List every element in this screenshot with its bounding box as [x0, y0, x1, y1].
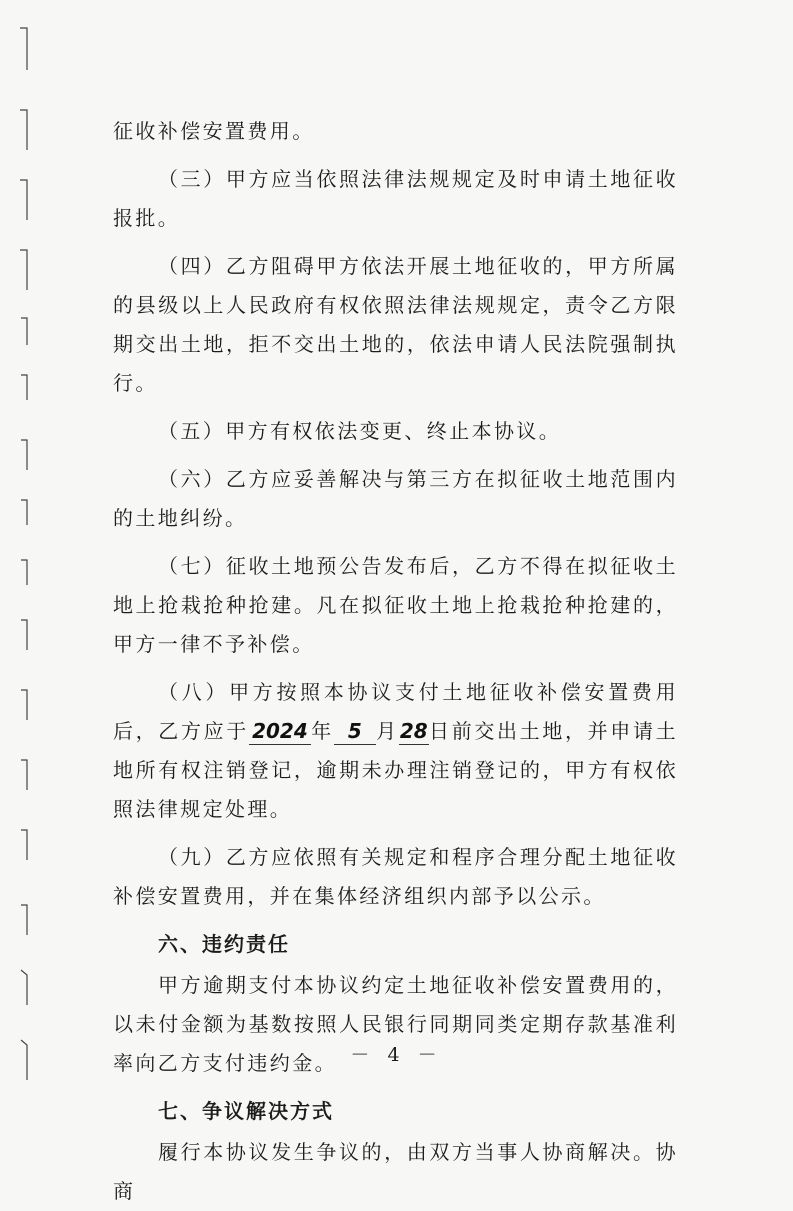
clause-8-text-before: （八）甲方按照本协议支付土地征收补偿安置费用后，乙方应于: [113, 680, 678, 743]
section-heading-7: 七、争议解决方式: [158, 1099, 334, 1123]
paragraph-clause-5: （五）甲方有权依法变更、终止本协议。: [158, 419, 562, 443]
paragraph-clause-8: [113, 673, 678, 829]
section-heading-6: 六、违约责任: [158, 932, 290, 956]
paragraph-continued: 征收补偿安置费用。: [113, 119, 315, 143]
binding-margin-marks: [18, 0, 32, 1122]
handwritten-month: 5: [334, 718, 376, 745]
month-unit: 月: [375, 719, 399, 743]
paragraph-clause-3: （三）甲方应当依照法律法规规定及时申请土地征收报批。: [113, 167, 678, 230]
paragraph-clause-7: （七）征收土地预公告发布后，乙方不得在拟征收土地上抢栽抢种抢建。凡在拟征收土地上抢栽抢种抢建的，甲方一律不予补偿。: [113, 554, 678, 656]
paragraph-clause-6: （六）乙方应妥善解决与第三方在拟征收土地范围内的土地纠纷。: [113, 467, 678, 530]
paragraph-breach-liability: 甲方逾期支付本协议约定土地征收补偿安置费用的，以未付金额为基数按照人民银行同期同类定期存款基准利率向乙方支付违约金。: [113, 973, 678, 1075]
paragraph-clause-9: （九）乙方应依照有关规定和程序合理分配土地征收补偿安置费用，并在集体经济组织内部予以公示。: [113, 845, 678, 908]
year-unit: 年: [310, 719, 334, 743]
paragraph-dispute-resolution: 履行本协议发生争议的，由双方当事人协商解决。协商: [113, 1140, 678, 1203]
handwritten-year: 2024: [249, 718, 311, 745]
clause-8-text-after: 日前交出土地，并申请土地所有权注销登记，逾期未办理注销登记的，甲方有权依照法律规定处理。: [113, 719, 678, 821]
handwritten-day: 28: [399, 719, 428, 743]
paragraph-clause-4: （四）乙方阻碍甲方依法开展土地征收的，甲方所属的县级以上人民政府有权依照法律法规规定，责令乙方限期交出土地，拒不交出土地的，依法申请人民法院强制执行。: [113, 254, 678, 395]
page-number: － 4 －: [350, 1044, 443, 1066]
